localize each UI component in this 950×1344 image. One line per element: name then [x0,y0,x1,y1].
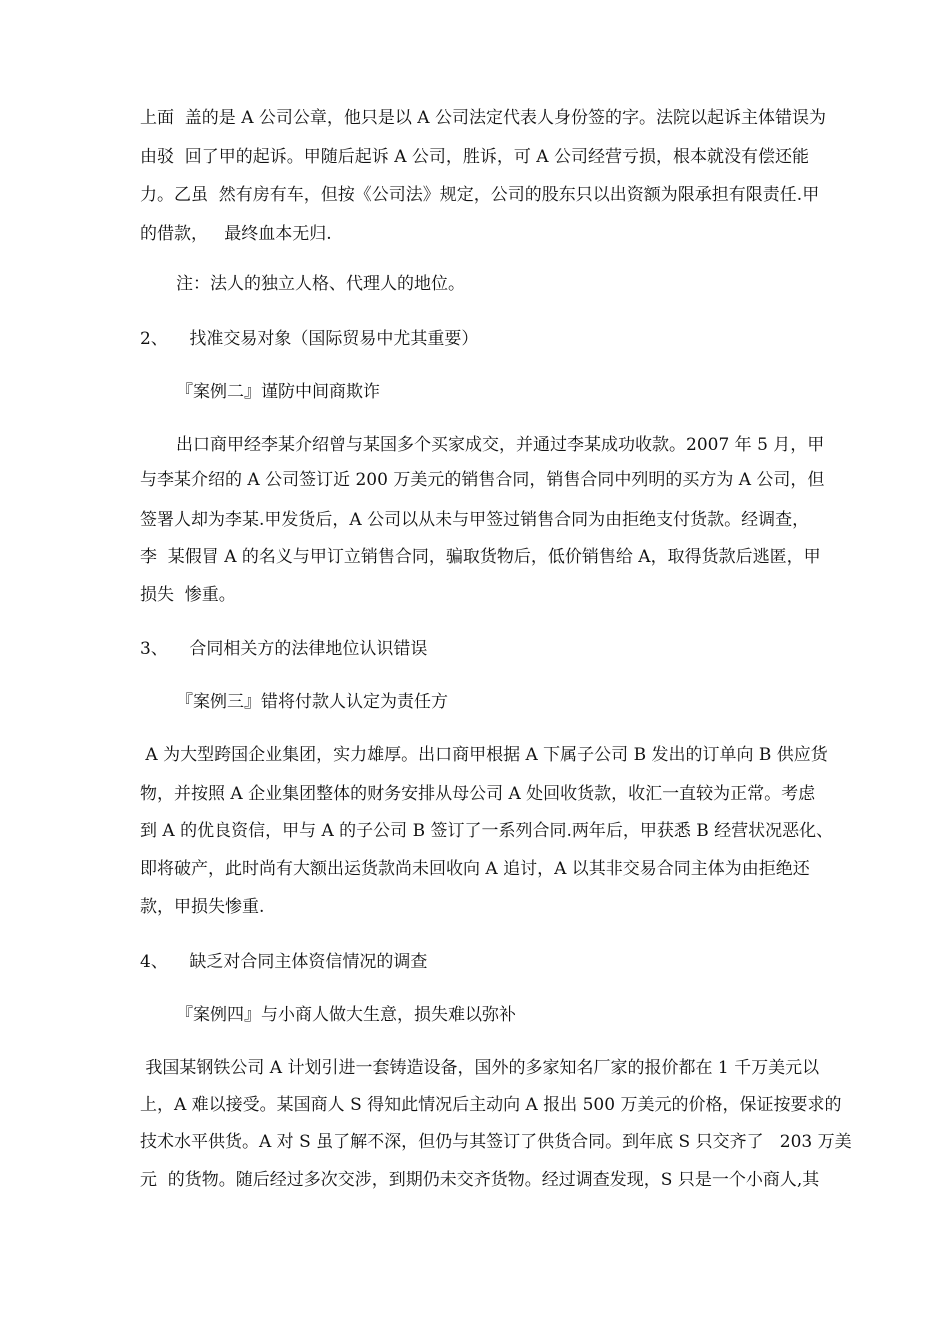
section-heading: 3、 合同相关方的法律地位认识错误 [140,639,428,659]
text-line: 我国某钢铁公司 A 计划引进一套铸造设备，国外的多家知名厂家的报价都在 1 千万美元以 [140,1058,820,1078]
text-line: 出口商甲经李某介绍曾与某国多个买家成交，并通过李某成功收款。2007 年 5 月，甲 [176,435,825,455]
text-line: 到 A 的优良资信，甲与 A 的子公司 B 签订了一系列合同.两年后，甲获悉 B 经营状况恶化、 [140,821,834,841]
text-line: A 为大型跨国企业集团，实力雄厚。出口商甲根据 A 下属子公司 B 发出的订单向 B 供应货 [140,745,828,765]
text-line: 款，甲损失惨重. [140,897,265,917]
text-line: 力。乙虽 然有房有车，但按《公司法》规定，公司的股东只以出资额为限承担有限责任.甲 [140,185,820,205]
text-line: 元 的货物。随后经过多次交涉，到期仍未交齐货物。经过调查发现，S 只是一个小商人,其 [140,1170,820,1190]
text-line: 由驳 回了甲的起诉。甲随后起诉 A 公司，胜诉，可 A 公司经营亏损，根本就没有偿还能 [140,147,809,167]
text-line: 技术水平供货。A 对 S 虽了解不深，但仍与其签订了供货合同。到年底 S 只交齐了 203 万美 [140,1132,852,1152]
text-line: 李 某假冒 A 的名义与甲订立销售合同，骗取货物后，低价销售给 A，取得货款后逃匿，甲 [140,547,821,567]
text-line: 的借款， 最终血本无归. [140,224,332,244]
text-line: 损失 惨重。 [140,585,236,605]
section-heading: 2、 找准交易对象（国际贸易中尤其重要） [140,329,479,349]
text-line: 与李某介绍的 A 公司签订近 200 万美元的销售合同，销售合同中列明的买方为 A 公司，但 [140,470,825,490]
section-heading: 4、 缺乏对合同主体资信情况的调查 [140,952,428,972]
note-line: 注：法人的独立人格、代理人的地位。 [176,274,465,294]
case-title: 『案例四』与小商人做大生意，损失难以弥补 [176,1005,516,1025]
text-line: 上面 盖的是 A 公司公章，他只是以 A 公司法定代表人身份签的字。法院以起诉主体错误为 [140,108,826,128]
text-line: 物，并按照 A 企业集团整体的财务安排从母公司 A 处回收货款，收汇一直较为正常。考虑 [140,784,816,804]
text-line: 上，A 难以接受。某国商人 S 得知此情况后主动向 A 报出 500 万美元的价格，保证按要求的 [140,1095,842,1115]
case-title: 『案例二』谨防中间商欺诈 [176,382,380,402]
text-line: 即将破产，此时尚有大额出运货款尚未回收向 A 追讨，A 以其非交易合同主体为由拒绝还 [140,859,810,879]
case-title: 『案例三』错将付款人认定为责任方 [176,692,448,712]
text-line: 签署人却为李某.甲发货后，A 公司以从未与甲签过销售合同为由拒绝支付货款。经调查， [140,510,810,530]
